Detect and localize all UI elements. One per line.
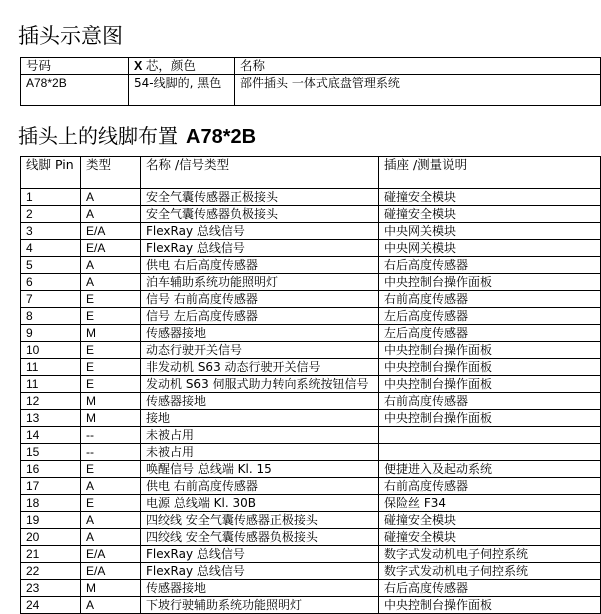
socket-description: 左后高度传感器	[379, 325, 601, 342]
table-row	[21, 461, 601, 478]
pin-number: 9	[21, 325, 81, 342]
table-row	[21, 495, 601, 512]
signal-name: 电源 总线端 Kl. 30B	[141, 495, 379, 512]
signal-name: 唤醒信号 总线端 Kl. 15	[141, 461, 379, 478]
pin-type: M	[81, 410, 141, 427]
socket-description: 中央控制台操作面板	[379, 410, 601, 427]
pin-number: 3	[21, 223, 81, 240]
table-row	[21, 393, 601, 410]
table-row	[21, 206, 601, 223]
socket-description: 数字式发动机电子伺控系统	[379, 546, 601, 563]
socket-description: 右后高度传感器	[379, 580, 601, 597]
pin-number: 4	[21, 240, 81, 257]
signal-name: 信号 右前高度传感器	[141, 291, 379, 308]
socket-description	[379, 444, 601, 461]
pin-type: A	[81, 189, 141, 206]
pin-type: A	[81, 206, 141, 223]
signal-name: 动态行驶开关信号	[141, 342, 379, 359]
socket-description: 中央网关模块	[379, 240, 601, 257]
pin-section-code: A78*2B	[186, 126, 257, 148]
signal-name: 接地	[141, 410, 379, 427]
pin-number: 22	[21, 563, 81, 580]
pin-number: 1	[21, 189, 81, 206]
socket-description: 右前高度传感器	[379, 291, 601, 308]
table-row	[21, 189, 601, 206]
pin-type: --	[81, 427, 141, 444]
pin-number: 20	[21, 529, 81, 546]
table-row	[21, 444, 601, 461]
table-row	[21, 223, 601, 240]
signal-name: 信号 左后高度传感器	[141, 308, 379, 325]
socket-description: 中央控制台操作面板	[379, 342, 601, 359]
signal-name: 未被占用	[141, 444, 379, 461]
socket-description: 保险丝 F34	[379, 495, 601, 512]
pin-type: --	[81, 444, 141, 461]
pin-type: M	[81, 325, 141, 342]
pin-type: M	[81, 393, 141, 410]
pin-number: 21	[21, 546, 81, 563]
signal-name: FlexRay 总线信号	[141, 546, 379, 563]
socket-description: 碰撞安全模块	[379, 529, 601, 546]
connector-table	[20, 57, 601, 106]
header-code: 号码	[21, 58, 129, 75]
pin-number: 18	[21, 495, 81, 512]
connector-name: 部件插头 一体式底盘管理系统	[235, 75, 601, 106]
socket-description: 数字式发动机电子伺控系统	[379, 563, 601, 580]
pin-number: 2	[21, 206, 81, 223]
table-row	[21, 274, 601, 291]
pin-number: 8	[21, 308, 81, 325]
table-row	[21, 376, 601, 393]
signal-name: 安全气囊传感器负极接头	[141, 206, 379, 223]
pin-number: 12	[21, 393, 81, 410]
pin-type: E	[81, 308, 141, 325]
header-signal-name: 名称 /信号类型	[141, 157, 379, 189]
table-row	[21, 257, 601, 274]
pin-type: A	[81, 512, 141, 529]
socket-description: 中央控制台操作面板	[379, 359, 601, 376]
signal-name: 非发动机 S63 动态行驶开关信号	[141, 359, 379, 376]
pin-number: 19	[21, 512, 81, 529]
signal-name: 安全气囊传感器正极接头	[141, 189, 379, 206]
table-row	[21, 342, 601, 359]
pin-type: E/A	[81, 546, 141, 563]
pin-type: E	[81, 376, 141, 393]
pin-type: E	[81, 495, 141, 512]
signal-name: 泊车辅助系统功能照明灯	[141, 274, 379, 291]
table-row	[21, 359, 601, 376]
signal-name: 供电 右前高度传感器	[141, 478, 379, 495]
connector-table-header	[21, 58, 601, 75]
pin-number: 24	[21, 597, 81, 614]
header-socket: 插座 /测量说明	[379, 157, 601, 189]
page-title: 插头示意图	[18, 24, 123, 48]
socket-description: 右前高度传感器	[379, 478, 601, 495]
pin-number: 23	[21, 580, 81, 597]
pin-number: 11	[21, 376, 81, 393]
pin-number: 6	[21, 274, 81, 291]
socket-description: 左后高度传感器	[379, 308, 601, 325]
pin-type: E	[81, 342, 141, 359]
connector-row	[21, 75, 601, 106]
pin-type: A	[81, 529, 141, 546]
pin-type: A	[81, 274, 141, 291]
socket-description: 中央控制台操作面板	[379, 376, 601, 393]
table-row	[21, 546, 601, 563]
table-row	[21, 529, 601, 546]
signal-name: FlexRay 总线信号	[141, 223, 379, 240]
signal-name: 四绞线 安全气囊传感器正极接头	[141, 512, 379, 529]
pin-number: 11	[21, 359, 81, 376]
pin-type: E	[81, 291, 141, 308]
socket-description: 便捷进入及起动系统	[379, 461, 601, 478]
socket-description: 碰撞安全模块	[379, 512, 601, 529]
pin-type: A	[81, 257, 141, 274]
connector-pins-color: 54-线脚的, 黑色	[129, 75, 235, 106]
table-row	[21, 427, 601, 444]
signal-name: 传感器接地	[141, 325, 379, 342]
socket-description: 碰撞安全模块	[379, 206, 601, 223]
signal-name: 传感器接地	[141, 393, 379, 410]
socket-description: 中央网关模块	[379, 223, 601, 240]
table-row	[21, 478, 601, 495]
pin-type: E	[81, 359, 141, 376]
pin-type: E/A	[81, 240, 141, 257]
pin-table-header	[21, 157, 601, 189]
pin-type: E/A	[81, 563, 141, 580]
connector-code: A78*2B	[21, 75, 129, 106]
socket-description: 中央控制台操作面板	[379, 274, 601, 291]
signal-name: 发动机 S63 伺服式助力转向系统按钮信号	[141, 376, 379, 393]
pin-section-title-text: 插头上的线脚布置	[18, 124, 178, 148]
signal-name: FlexRay 总线信号	[141, 563, 379, 580]
table-row	[21, 308, 601, 325]
table-row	[21, 597, 601, 614]
pin-type: A	[81, 597, 141, 614]
table-row	[21, 240, 601, 257]
pin-number: 17	[21, 478, 81, 495]
signal-name: 供电 右后高度传感器	[141, 257, 379, 274]
table-row	[21, 291, 601, 308]
signal-name: FlexRay 总线信号	[141, 240, 379, 257]
socket-description: 右后高度传感器	[379, 257, 601, 274]
table-row	[21, 512, 601, 529]
socket-description: 右前高度传感器	[379, 393, 601, 410]
pin-type: E	[81, 461, 141, 478]
table-row	[21, 410, 601, 427]
pin-number: 15	[21, 444, 81, 461]
signal-name: 下坡行驶辅助系统功能照明灯	[141, 597, 379, 614]
table-row	[21, 580, 601, 597]
signal-name: 四绞线 安全气囊传感器负极接头	[141, 529, 379, 546]
pin-table-body	[21, 189, 601, 614]
pin-number: 10	[21, 342, 81, 359]
header-type: 类型	[81, 157, 141, 189]
socket-description	[379, 427, 601, 444]
pin-number: 7	[21, 291, 81, 308]
pin-type: E/A	[81, 223, 141, 240]
pin-number: 5	[21, 257, 81, 274]
header-name: 名称	[235, 58, 601, 75]
pin-number: 13	[21, 410, 81, 427]
header-pins-color: X 芯，颜色	[129, 58, 235, 75]
pin-number: 14	[21, 427, 81, 444]
table-row	[21, 563, 601, 580]
socket-description: 中央控制台操作面板	[379, 597, 601, 614]
header-pin: 线脚 Pin	[21, 157, 81, 189]
socket-description: 碰撞安全模块	[379, 189, 601, 206]
pin-type: M	[81, 580, 141, 597]
pin-table	[20, 156, 601, 614]
pin-section-title	[18, 120, 256, 149]
signal-name: 传感器接地	[141, 580, 379, 597]
pin-type: A	[81, 478, 141, 495]
table-row	[21, 325, 601, 342]
signal-name: 未被占用	[141, 427, 379, 444]
pin-number: 16	[21, 461, 81, 478]
